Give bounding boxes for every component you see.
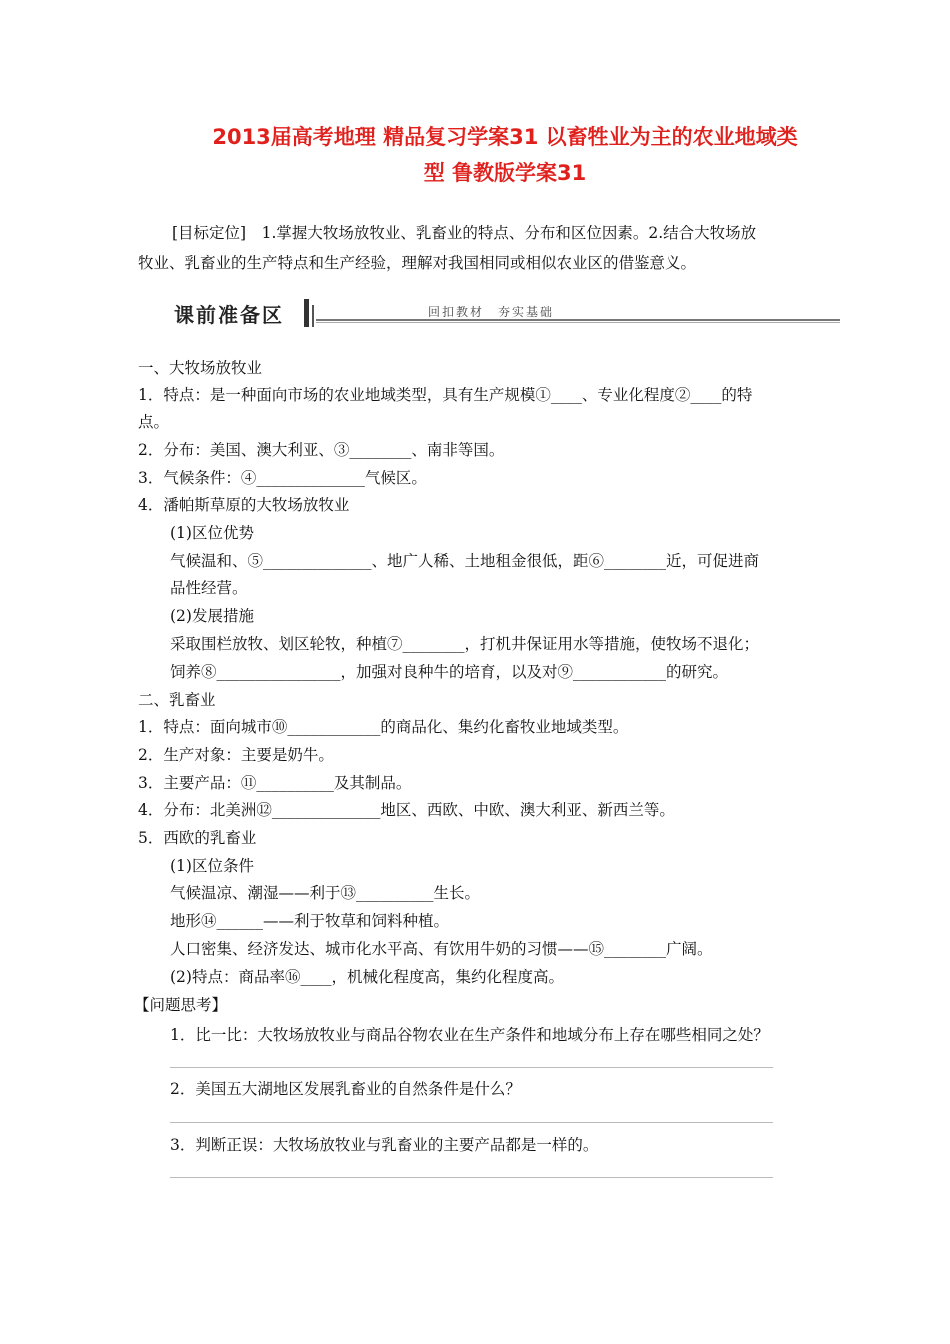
question-2: 2．美国五大湖地区发展乳畜业的自然条件是什么？: [170, 1080, 521, 1098]
question-1: 1．比一比：大牧场放牧业与商品谷物农业在生产条件和地域分布上存在哪些相同之处？: [170, 1026, 769, 1044]
text-line: 1．特点：是一种面向市场的农业地域类型，具有生产规模①____、专业化程度②____的特: [138, 386, 753, 404]
text-line: (2)特点：商品率⑯____，机械化程度高，集约化程度高。: [170, 968, 564, 986]
banner-rule-thin: [316, 322, 840, 323]
text-line: 1．特点：面向城市⑩____________的商品化、集约化畜牧业地域类型。: [138, 718, 629, 736]
text-line: 点。: [138, 413, 170, 431]
document-title-line-1: 2013届高考地理 精品复习学案31 以畜牲业为主的农业地域类: [212, 125, 798, 149]
text-line: 品性经营。: [170, 579, 248, 597]
text-line: (1)区位优势: [170, 524, 254, 542]
banner-title: 课前准备区: [174, 303, 284, 327]
section-heading: 二、乳畜业: [138, 691, 216, 709]
text-line: 2．生产对象：主要是奶牛。: [138, 746, 334, 764]
text-line: 气候温凉、潮湿——利于⑬__________生长。: [170, 884, 481, 902]
section-banner: [170, 297, 840, 333]
objective-line-2: 牧业、乳畜业的生产特点和生产经验，理解对我国相同或相似农业区的借鉴意义。: [138, 254, 697, 272]
section-heading: 一、大牧场放牧业: [138, 359, 263, 377]
text-line: 3．气候条件：④______________气候区。: [138, 469, 427, 487]
text-line: 采取围栏放牧、划区轮牧，种植⑦________，打机井保证用水等措施，使牧场不退化；: [170, 635, 760, 653]
text-line: (1)区位条件: [170, 857, 254, 875]
text-line: 3．主要产品：⑪__________及其制品。: [138, 774, 412, 792]
text-line: 气候温和、⑤______________、地广人稀、土地租金很低，距⑥________近，可促进商: [170, 552, 760, 570]
text-line: 4．分布：北美洲⑫______________地区、西欧、中欧、澳大利亚、新西兰等。: [138, 801, 675, 819]
text-line: 4．潘帕斯草原的大牧场放牧业: [138, 496, 350, 514]
text-line: 饲养⑧________________，加强对良种牛的培育，以及对⑨____________的研究。: [170, 663, 729, 681]
banner-rule: [316, 319, 840, 321]
document-title-line-2: 型 鲁教版学案31: [423, 161, 587, 185]
section-heading: 【问题思考】: [134, 996, 228, 1014]
question-3: 3．判断正误：大牧场放牧业与乳畜业的主要产品都是一样的。: [170, 1136, 599, 1154]
banner-bar-thin: [312, 305, 314, 327]
answer-line[interactable]: [170, 1067, 773, 1068]
text-line: 地形⑭______——利于牧草和饲料种植。: [170, 912, 450, 930]
objective-line-1: [目标定位] 1.掌握大牧场放牧业、乳畜业的特点、分布和区位因素。2.结合大牧场放: [172, 224, 757, 242]
text-line: 2．分布：美国、澳大利亚、③________、南非等国。: [138, 441, 505, 459]
answer-line[interactable]: [170, 1122, 773, 1123]
text-line: 人口密集、经济发达、城市化水平高、有饮用牛奶的习惯——⑮________广阔。: [170, 940, 713, 958]
text-line: (2)发展措施: [170, 607, 254, 625]
banner-bar: [304, 299, 309, 327]
answer-line[interactable]: [170, 1177, 773, 1178]
banner-subtitle: 回扣教材 夯实基础: [428, 305, 555, 319]
text-line: 5．西欧的乳畜业: [138, 829, 257, 847]
